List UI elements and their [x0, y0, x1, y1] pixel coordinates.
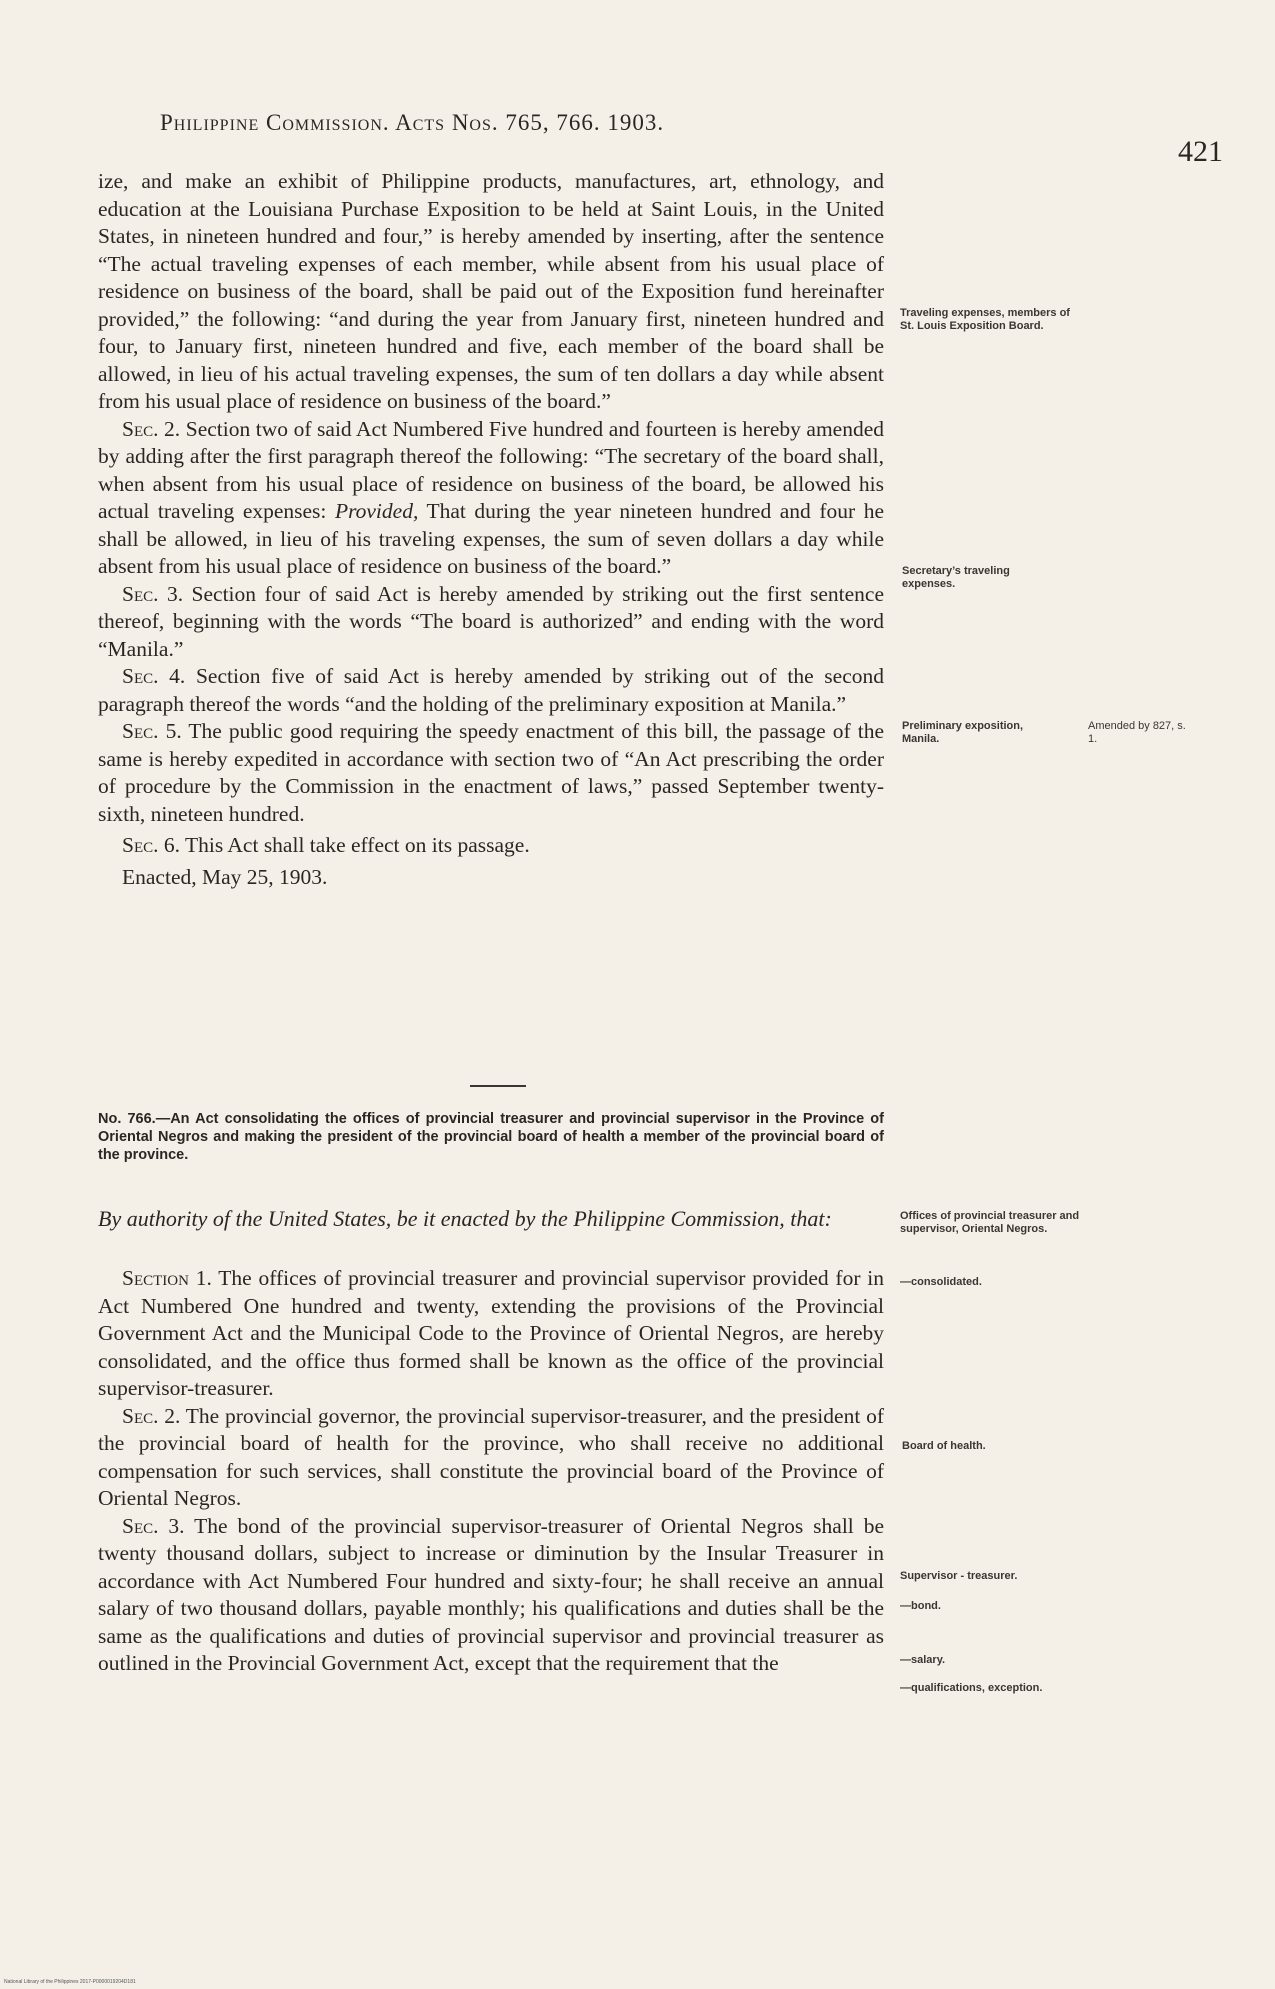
margin-note-supervisor-treasurer: Supervisor - treasurer.: [900, 1570, 1018, 1582]
margin-note-salary: —salary.: [900, 1654, 946, 1666]
section-5: [98, 718, 884, 828]
margin-note-amended: Amended by 827, s. 1.: [1088, 720, 1186, 745]
section-divider: [470, 1085, 526, 1087]
section-6: [98, 832, 884, 860]
paragraph-continuation: ize, and make an exhibit of Philippine products, manufactures, art, ethnology, and education at the Louisiana Purchase Exposition to be held at Saint Louis, in the United States, in nineteen hundred and four,” is hereby amended by inserting, after the sentence “The actual traveling expenses of each member, while absent from his usual place of residence on business of the board, shall be paid out of the Exposition fund hereinafter provided,” the following: “and during the year from January first, nineteen hundred and four, to January first, nineteen hundred and five, each member of the board shall be allowed, in lieu of his actual traveling expenses, the sum of ten dollars a day while absent from his usual place of residence on business of the board.”: [98, 169, 884, 413]
section-text: The offices of provincial treasurer and provincial supervisor provided for in Act Numbered One hundred and twenty, extending the provisions of the Provincial Government Act and the Municipal Code to the Province of Oriental Negros, are hereby consolidated, and the office thus formed shall be known as the office of the provincial supervisor-treasurer.: [98, 1266, 884, 1400]
section-text: The bond of the provincial supervisor-treasurer of Oriental Negros shall be twenty thousand dollars, subject to increase or diminution by the Insular Treasurer in accordance with Act Numbered Four hundred and sixty-four; he shall receive an annual salary of two thousand dollars, payable monthly; his qualifications and duties shall be the same as the qualifications and duties of provincial supervisor and provincial treasurer as outlined in the Provincial Government Act, except that the requirement that the: [98, 1513, 884, 1675]
section-label: Sec. 4.: [122, 664, 186, 688]
section-2: [98, 416, 884, 581]
act-766-section-1: [98, 1265, 884, 1403]
margin-note-traveling-expenses: Traveling expenses, members of St. Louis Exposition Board.: [900, 307, 1070, 332]
enacted-date: Enacted, May 25, 1903.: [122, 864, 328, 889]
enacting-clause: By authority of the United States, be it enacted by the Philippine Commission, that:: [98, 1206, 832, 1231]
section-label: Sec. 5.: [122, 719, 182, 743]
section-label: Section 1.: [122, 1266, 212, 1290]
margin-note-bond: —bond.: [900, 1600, 941, 1612]
margin-note-secretary: Secretary’s traveling expenses.: [902, 565, 1010, 590]
section-text: That during the year nineteen hundred and four he shall be allowed, in lieu of his traveling expenses, the sum of seven dollars a day while absent from his usual place of residence on business of the board.”: [98, 499, 884, 578]
margin-note-consolidated: —consolidated.: [900, 1276, 982, 1288]
footer-attribution: National Library of the Philippines 2017-P0000019204D181: [4, 1979, 136, 1985]
section-text: Section two of said Act Numbered Five hundred and fourteen is hereby amended by adding after the first paragraph thereof the following: “The secretary of the board shall, when absent from his usual place of residence on business of the board, be allowed his actual traveling expenses:: [98, 416, 885, 523]
section-text: The provincial governor, the provincial supervisor-treasurer, and the president of the provincial board of health for the province, who shall receive no additional compensation for such services, shall constitute the provincial board of the Province of Oriental Negros.: [98, 1403, 884, 1510]
section-label: Sec. 2.: [122, 416, 181, 441]
act-766-text: [98, 1265, 884, 1678]
page-number: 421: [1178, 135, 1223, 168]
section-label: Sec. 6.: [122, 833, 180, 857]
section-label: Sec. 3.: [122, 581, 184, 606]
section-label: Sec. 3.: [122, 1513, 185, 1538]
margin-note-board-of-health: Board of health.: [902, 1440, 986, 1452]
section-text: Section four of said Act is hereby amended by striking out the first sentence thereof, beginning with the words “The board is authorized” and ending with the word “Manila.”: [98, 581, 885, 661]
margin-note-offices: Offices of provincial treasurer and supervisor, Oriental Negros.: [900, 1210, 1080, 1235]
section-3: [98, 581, 884, 664]
margin-note-qualifications: —qualifications, exception.: [900, 1682, 1043, 1694]
section-text: Section five of said Act is hereby amended by striking out of the second paragraph thereof the words “and the holding of the preliminary exposition at Manila.”: [98, 664, 884, 716]
act-766-section-3: [98, 1513, 884, 1678]
margin-note-preliminary-exposition: Preliminary exposition, Manila.: [902, 720, 1024, 745]
act-765-text: [98, 168, 884, 891]
act-766-section-2: [98, 1403, 884, 1513]
section-4: [98, 663, 884, 718]
provided-word: Provided,: [334, 499, 419, 523]
act-766-heading: No. 766.—An Act consolidating the offices of provincial treasurer and provincial supervisor in the Province of Oriental Negros and making the president of the provincial board of health a member of the provincial board of the province.: [98, 1111, 884, 1163]
section-text: This Act shall take effect on its passage.: [180, 833, 530, 857]
section-label: Sec. 2.: [122, 1403, 181, 1428]
running-head: Philippine Commission. Acts Nos. 765, 766. 1903.: [160, 110, 665, 135]
section-text: The public good requiring the speedy enactment of this bill, the passage of the same is hereby expedited in accordance with section two of “An Act prescribing the order of procedure by the Commission in the enactment of laws,” passed September twenty-sixth, nineteen hundred.: [98, 719, 885, 826]
